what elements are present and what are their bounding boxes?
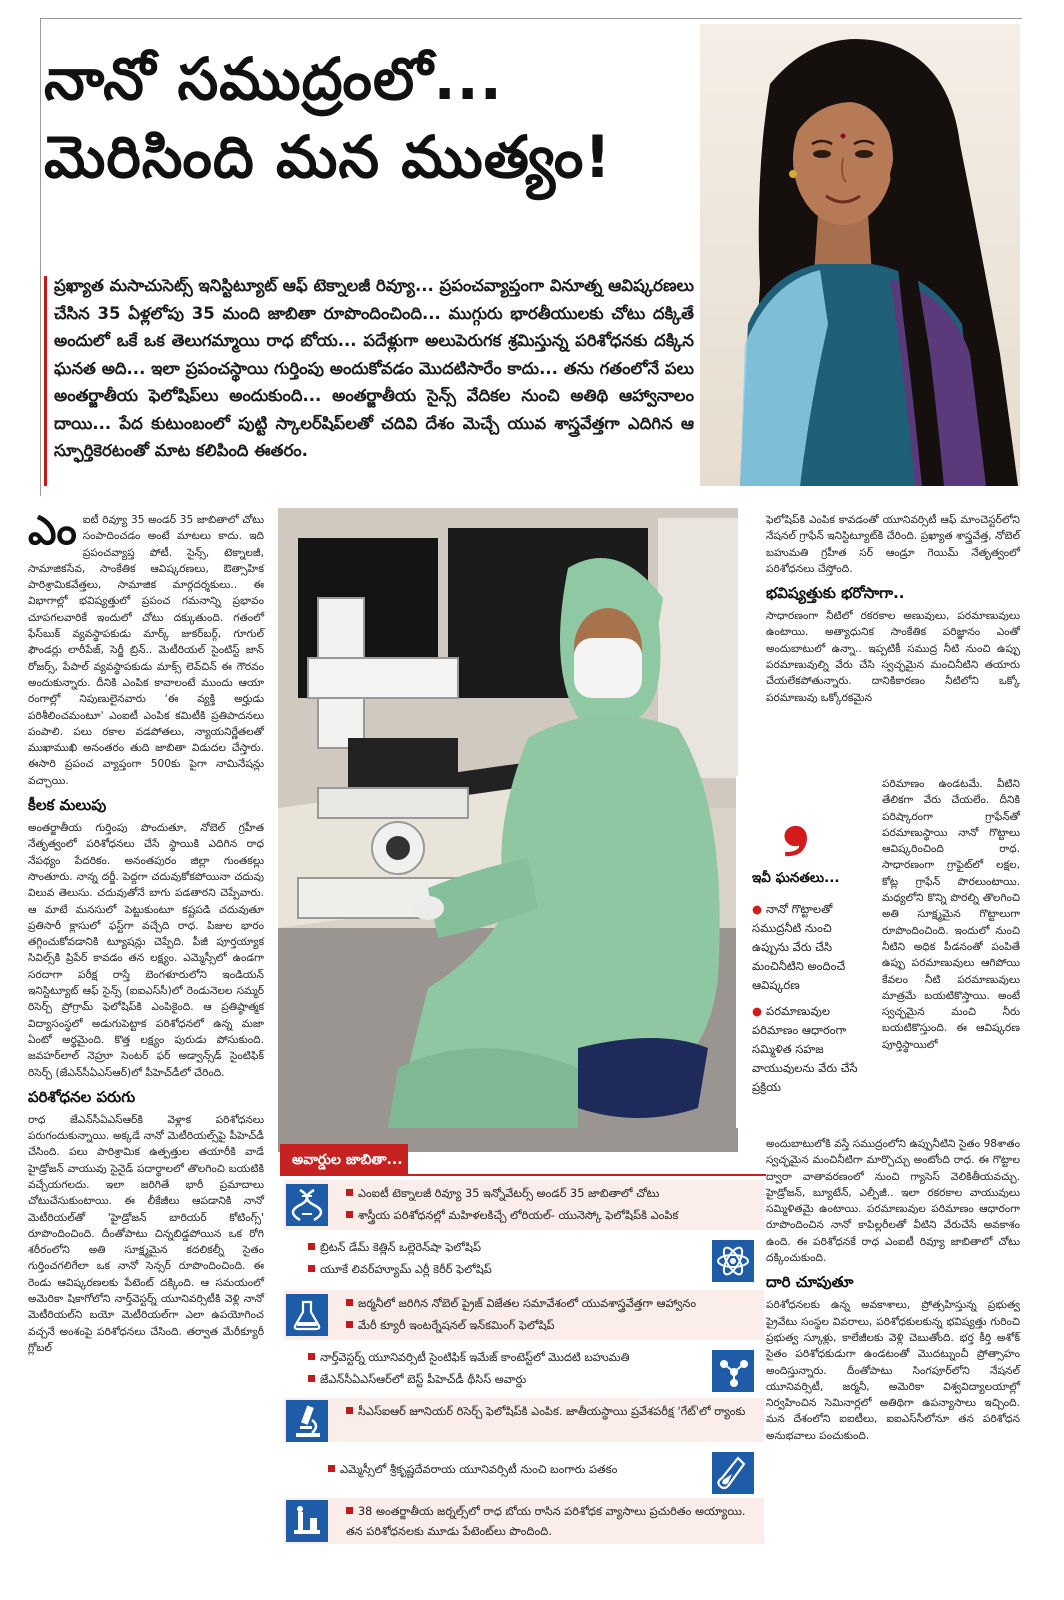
award-item-3	[308, 1238, 481, 1258]
intro-accent-bar	[44, 276, 47, 486]
award-item-7	[308, 1348, 629, 1368]
article-column-3-lower	[766, 1136, 1020, 1447]
award-item-8	[308, 1370, 526, 1390]
award-item-2	[346, 1206, 678, 1226]
bullet-square-icon	[346, 1407, 353, 1414]
article-column-3-narrow	[882, 776, 1020, 1056]
subheading-research-race: పరిశోధనల పరుగు	[28, 1087, 136, 1106]
bullet-square-icon	[346, 1211, 353, 1218]
bullet-square-icon	[346, 1299, 353, 1306]
article-column-1	[28, 508, 264, 1359]
award-item-5	[346, 1294, 696, 1314]
column-3-paragraph-3: పరిశోధనలకు ఉన్న అవకాశాలు, ప్రోత్సహిస్తున్న ప్రభుత్వ ప్రైవేటు సంస్థల వివరాలు, పరిశోధకులకున్న భవిష్యత్తు గురించి ప్రభుత్వ స్కూళ్లు, కాలేజీలకు వెళ్లి చెబుతోంది. భర్త కీర్తి అశోక్ సైతం పరిశోధకుడుగా ఉండటంతో మొదట్నుంచీ ప్రోత్సాహం అందిస్తున్నారు. దీంతోపాటు సింగపూర్‌లోని నేషనల్ యూనివర్సిటీ, జర్మనీ, అమెరికా విశ్వవిద్యాలయాల్లో నిర్వహించిన సెమినార్లలో అతిథిగా ఉపన్యాసాలు ఇచ్చింది. మన దేశంలోని ఐఐటీలు, ఐఐఎస్‌సీలోనూ తన పరిశోధన అనుభవాలు పంచుకుంది.	[766, 1299, 1020, 1442]
award-item-11	[346, 1502, 760, 1542]
column-3-paragraph-2a: సాధారణంగా నీటిలో రకరకాల అణువులు, పరమాణువులు ఉంటాయి. అత్యాధునిక సాంకేతిక పరిజ్ఞానం ఎంతో అందుబాటులో ఉన్నా.. ఇప్పటికీ సముద్ర నీటి నుంచి ఉప్పు పరమాణువుల్ని వేరు చేసి స్వచ్ఛమైన మంచినీటిని తయారు చేయలేకపోతున్నారు. దానికికారణం నీటిలోని ఒక్కో పరమాణువు ఒక్కోరకమైన	[766, 610, 1020, 704]
bullet-square-icon	[308, 1375, 315, 1382]
award-item-5-text: జర్మనీలో జరిగిన నోబెల్ ప్రైజ్ విజేతల సమావేశంలో యువశాస్త్రవేత్తగా ఆహ్వానం	[358, 1297, 697, 1310]
highlight-item-1-text: నానో గొట్టాలతో సముద్రనీటి నుంచి ఉప్పును వేరు చేసి మంచినీటిని అందించే ఆవిష్కరణ	[752, 902, 846, 992]
column-3-paragraph-2b: పరిమాణం ఉండటమే. వీటిని తేలికగా వేరు చేయలేం. దీనికి పరిష్కారంగా గ్రాఫేన్‌తో పరమాణుస్థాయి నానో గొట్టాలు ఆవిష్కరించింది రాధ. సాధారణంగా గ్రాఫైట్‌లో లక్షల, కోట్ల గ్రాఫేన్ పొరలుంటాయి. మధ్యలోని కొన్ని పొరల్ని తొలగించి అతి సూక్ష్మమైన గొట్టాలుగా రూపొందించింది. ఇందులో నుంచి నీటిని అధిక పీడనంతో పంపితే ఉప్పు పరమాణువులు ఆగిపోయి కేవలం నీటి పరమాణువులు మాత్రమే బయటికొస్తాయి. అంటే స్వచ్ఛమైన మంచి నీరు బయటికొస్తుంది. ఈ ఆవిష్కరణ పూర్తిస్థాయిలో	[882, 778, 1020, 1051]
award-item-3-text: బ్రిటన్ డేమ్ కెత్లిన్ ఒల్లెరెన్‌షా ఫెలోషిప్	[320, 1241, 481, 1254]
bullet-square-icon	[308, 1265, 315, 1272]
subheading-future: భవిష్యత్తుకు భరోసాగా..	[766, 584, 905, 603]
highlight-item-2-text: పరమాణువుల పరిమాణం ఆధారంగా సమ్మిళిత సహజ వాయువులను వేరు చేసే ప్రక్రియ	[752, 1004, 858, 1094]
column-1-paragraph-1	[28, 508, 264, 789]
award-item-1-text: ఎంఐటీ టెక్నాలజీ రివ్యూ 35 ఇన్నోవేటర్స్ అండర్ 35 జాబితాలో చోటు	[358, 1187, 660, 1200]
headline-line-2: మెరిసింది మన ముత్యం!	[44, 123, 612, 191]
bullet-square-icon	[346, 1189, 353, 1196]
flask-icon	[286, 1294, 328, 1336]
portrait-photo	[700, 24, 1020, 486]
highlights-box	[736, 776, 878, 1128]
awards-heading-rule	[408, 1174, 766, 1176]
award-item-10-text: ఎమ్మెస్సీలో శ్రీకృష్ణదేవరాయ యూనివర్సిటీ నుంచి బంగారు పతకం	[340, 1463, 618, 1476]
headline-line-1: నానో సముద్రంలో...	[44, 45, 503, 113]
award-item-6-text: మేరీ క్యూరీ ఇంటర్నేషనల్ ఇన్‌కమింగ్ ఫెలోషిప్	[358, 1319, 555, 1332]
column-1-text-1: ఐటీ రివ్యూ 35 అండర్ 35 జాబితాలో చోటు సంపాదించడం అంటే మాటలు కాదు. ఇది ప్రపంచవ్యాప్త పోటీ. సైన్స్, టెక్నాలజీ, సామాజికసేవ, సాంకేతిక ఆవిష్కరణలు, ఔత్సాహిక పారిశ్రామికవేత్తలు, సామాజిక మార్గదర్శకులు.. ఈ విభాగాల్లో భవిష్యత్తులో ప్రపంచ గమనాన్ని ప్రభావం చూపగలవారికే ఇందులో చోటు దక్కుతుంది. గతంలో ఫేస్‌బుక్ వ్యవస్థాపకుడు మార్క్ జుకర్‌బర్గ్, గూగుల్ ఫౌండర్లు లారీపేజ్, సెర్జీ బ్రిన్.. మెటీరియల్ సైంటిస్ట్ జాన్ రోజర్స్, పేపాల్ వ్యవస్థాపకుడు మాక్స్ లెవ్‌చిన్ ఈ గౌరవం అందుకున్నారు. దీనికి ఎంపిక కావాలంటే ముందు ఆయా రంగాల్లో నిపుణులైనవారు 'ఈ వ్యక్తి అర్హుడు పరిశీలించమంటూ' ఎంఐటీ ఎంపిక కమిటీకి ప్రతిపాదనలు పంపాలి. పలు రకాల వడపోతలు, న్యాయనిర్ణేతలతో ముఖాముఖి అనంతరం తుది జాబితా విడుదల చేస్తారు. ఈసారి ప్రపంచ వ్యాప్తంగా 500కు పైగా నామినేషన్లు వచ్చాయి.	[28, 514, 264, 787]
highlights-title: ఇవీ ఘనతలు...	[752, 870, 840, 886]
bullet-square-icon	[346, 1321, 353, 1328]
bullet-icon: ●	[752, 1004, 767, 1018]
column-3-paragraph-2c: అందుబాటులోకి వస్తే సముద్రంలోని ఉప్పునీటిని సైతం 98శాతం స్వచ్ఛమైన మంచినీటిగా మార్చొచ్చు అంటోంది రాధ. ఈ గొట్టాల ద్వారా వాతావరణంలో నుంచి గ్యాసెస్ వెలికితీయవచ్చు. హైడ్రోజన్, బ్యూటేన్, ఎల్పీజీ.. ఇలా రకరకాల వాయువులు సమ్మిళితమై ఉంటాయి. పరమాణువుల పరిమాణం ఆధారంగా రూపొందించిన నానో కాపిల్లరీలతో వీటిని వేరుచేసే అవకాశం ఉంది. ఈ పరిశోధనకే రాధ ఎంఐటీ రివ్యూ జాబితాలో చోటు దక్కించుకుంది.	[766, 1138, 1020, 1265]
intro-paragraph: ప్రఖ్యాత మసాచుసెట్స్ ఇనిస్టిట్యూట్ ఆఫ్ టెక్నాలజీ రివ్యూ... ప్రపంచవ్యాప్తంగా వినూత్న ఆవిష్కరణలు చేసిన 35 ఏళ్లలోపు 35 మంది జాబితా రూపొందించింది... ముగ్గురు భారతీయులకు చోటు దక్కితే అందులో ఒకే ఒక తెలుగమ్మాయి రాధ బోయ... పదేళ్లుగా అలుపెరుగక శ్రమిస్తున్న పరిశోధనకు దక్కిన ఘనత అది... ఇలా ప్రపంచస్థాయి గుర్తింపు అందుకోవడం మొదటిసారేం కాదు... తను గతంలోనే పలు అంతర్జాతీయ ఫెలోషిప్‌లు అందుకుంది... అంతర్జాతీయ సైన్స్ వేదికల నుంచి అతిథి ఆహ్వానాలం దాయి... పేద కుటుంబంలో పుట్టి స్కాలర్‌షిప్‌లతో చదివి దేశం మెచ్చే యువ శాస్త్రవేత్తగా ఎదిగిన ఆ స్ఫూర్తికెరటంతో మాట కలిపింది ఈతరం.	[54, 276, 694, 460]
headline	[44, 40, 744, 196]
lab-photo	[278, 508, 738, 1152]
dna-icon	[286, 1184, 328, 1226]
award-item-9-text: సీఎస్‌ఐఆర్ జూనియర్ రిసెర్చ్ ఫెలోషిప్‌కి ఎంపిక. జాతీయస్థాయి ప్రవేశపరీక్ష 'గేట్'లో ర్యాంకు	[358, 1405, 746, 1418]
atom-icon	[712, 1240, 754, 1282]
award-item-7-text: నార్త్‌వెస్టర్న్ యూనివర్సిటీ సైంటిఫిక్ ఇమేజ్ కాంటెస్ట్‌లో మొదటి బహుమతి	[320, 1351, 630, 1364]
molecule-icon	[712, 1350, 754, 1392]
award-item-2-text: శాస్త్రీయ పరిశోధనల్లో మహిళలకిచ్చే లోరియల్- యునెస్కో ఫెలోషిప్‌కి ఎంపిక	[358, 1209, 679, 1222]
lab-bench-icon	[286, 1500, 328, 1542]
highlight-item-1	[752, 900, 870, 995]
award-item-6	[346, 1316, 555, 1336]
article-column-3	[766, 512, 1020, 709]
highlight-item-2	[752, 1002, 870, 1097]
test-tube-icon	[712, 1452, 754, 1494]
quote-mark-icon: ❟	[782, 775, 810, 858]
top-border	[40, 18, 1022, 19]
dropcap: ఎం	[28, 508, 77, 554]
award-item-9	[346, 1402, 760, 1422]
award-item-11-text: 38 అంతర్జాతీయ జర్నల్స్‌లో రాధ బోయ రాసిన పరిశోధక వ్యాసాలు ప్రచురితం అయ్యాయి. తన పరిశోధనలకు మూడు పేటెంట్‌లు పొందింది.	[346, 1505, 746, 1538]
award-item-8-text: జేఎన్‌సీఏఎస్‌ఆర్‌లో బెస్ట్ పీహెచ్‌డీ థీసిస్ అవార్డు	[320, 1373, 527, 1386]
subheading-showing-way: దారి చూపుతూ	[766, 1273, 854, 1292]
awards-heading: అవార్డుల జాబితా...	[280, 1144, 408, 1176]
microscope-icon	[286, 1400, 328, 1442]
award-item-1	[346, 1184, 659, 1204]
subheading-turning-point: కీలక మలుపు	[28, 796, 107, 815]
award-item-4-text: యూకే లివర్‌హ్యూమ్ ఎర్లీ కెరీర్ ఫెలోషిప్	[320, 1263, 492, 1276]
bullet-square-icon	[346, 1507, 353, 1514]
bullet-square-icon	[308, 1353, 315, 1360]
bullet-square-icon	[308, 1243, 315, 1250]
award-item-4	[308, 1260, 492, 1280]
column-1-paragraph-2: అంతర్జాతీయ గుర్తింపు పొందుతూ, నోబెల్ గ్రహీత నేతృత్వంలో పరిశోధనలు చేసే స్థాయికి ఎదిగిన రాధ నేపథ్యం పేదరికం. అనంతపురం జిల్లా గుంతకల్లు సొంతూరు. నాన్న దర్జీ. పెద్దగా చదువుకోకపోయినా చదువు విలువ తెలుసు. చదువుతోనే బాగు పడతారని చెప్పేవారు. ఆ మాటే మనసులో పెట్టుకుంటూ కష్టపడి చదువుతూ ప్రతిసారీ క్లాసులో ఫస్ట్‌గా వచ్చేది రాధ. పిజుల భారం తగ్గించుకోవడానికి ట్యూషన్లు చెప్పేది. పీజీ పూర్తయ్యాక సివిల్స్‌కి ప్రిపేర్ కావడం తన లక్ష్యం. ఎమ్మెస్సీలో ఉండగా సరదాగా పరీక్ష రాస్తే బెంగళూరులోని ఇండియన్ ఇనిస్టిట్యూట్ ఆఫ్ సైన్స్ (ఐఐఎస్‌సీ)లో రెండునెలల సమ్మర్ రిసెర్చ్ ప్రోగ్రామ్ ఫెలోషిప్‌కి ఎంపికైంది. ఆ ప్రతిష్ఠాత్మక విద్యాసంస్థలో అడుగుపెట్టాక పరిశోధనలో ఉన్న మజా ఏంటో అర్థమైంది. కొత్త లక్ష్యం పురుడు పోసుకుంది. జవహర్‌లాల్ నెహ్రూ సెంటర్ ఫర్ అడ్వాన్స్‌డ్ సైంటిఫిక్ రిసెర్చ్ (జేఎన్‌సీఏఎస్‌ఆర్)లో పీహెచ్‌డీలో చేరింది.	[28, 822, 264, 1079]
portrait-illustration	[700, 24, 1020, 486]
award-item-10	[328, 1460, 617, 1480]
column-1-paragraph-3: రాధ జేఎన్‌సీఏఎస్‌ఆర్‌కి వెళ్లాక పరిశోధనలు పరుగందుకున్నాయి. అక్కడే నానో మెటీరియల్స్‌పై పీహెచ్‌డీ చేసింది. పలు పారిశ్రామిక ఉత్పత్తుల తయారీకి వాడే హైడ్రోజన్ వాయువు సైనైడ్ పదార్థాలలో తొలగించి బయటికి వచ్చేయగలదు. ఇలా జరిగితే భారీ ప్రమాదాలు చోటుచేసుకుంటాయి. ఈ లీకేజీలు ఆపడానికి నానో మెటీరియల్‌తో 'హైడ్రోజన్ బారియర్ కోటింగ్స్' రూపొందించింది. దీంతోపాటు చిన్నబిడ్డపోయిన ఒక రోగి శరీరంలోని అతి సూక్ష్మమైన కదలికల్నీ సైతం గుర్తించగలిగేలా ఒక నానో సెన్సర్ రూపొందించింది. ఈ రెండు ఆవిష్కరణలకు పేటెంట్ దక్కింది. ఆ సమయంలో అమెరికా షికాగోలోని నార్త్‌వెస్టర్న్ యూనివర్సిటీకి వెళ్లి నానో మెటీరియల్‌ని బయో మెటీరియల్‌గా ఎలా ఉపయోగించ వచ్చనే అంశంపై పరిశోధనలు చేసింది. తర్వాత మేరీక్యూరీ గ్లోబల్	[28, 1113, 264, 1354]
column-3-paragraph-1: ఫెలోషిప్‌కి ఎంపిక కావడంతో యూనివర్సిటీ ఆఫ్ మాంచెస్టర్‌లోని నేషనల్ గ్రాఫేన్ ఇనిస్టిట్యూట్‌కి చేరింది. ప్రఖ్యాత శాస్త్రవేత్త, నోబెల్ బహుమతి గ్రహీత సర్ ఆండ్రూ గెయిమ్ నేతృత్వంలో పరిశోధనలు చేస్తోంది.	[766, 514, 1020, 575]
bullet-square-icon	[328, 1465, 335, 1472]
lab-illustration	[278, 508, 738, 1152]
bullet-icon: ●	[752, 902, 767, 916]
left-border	[40, 18, 41, 496]
